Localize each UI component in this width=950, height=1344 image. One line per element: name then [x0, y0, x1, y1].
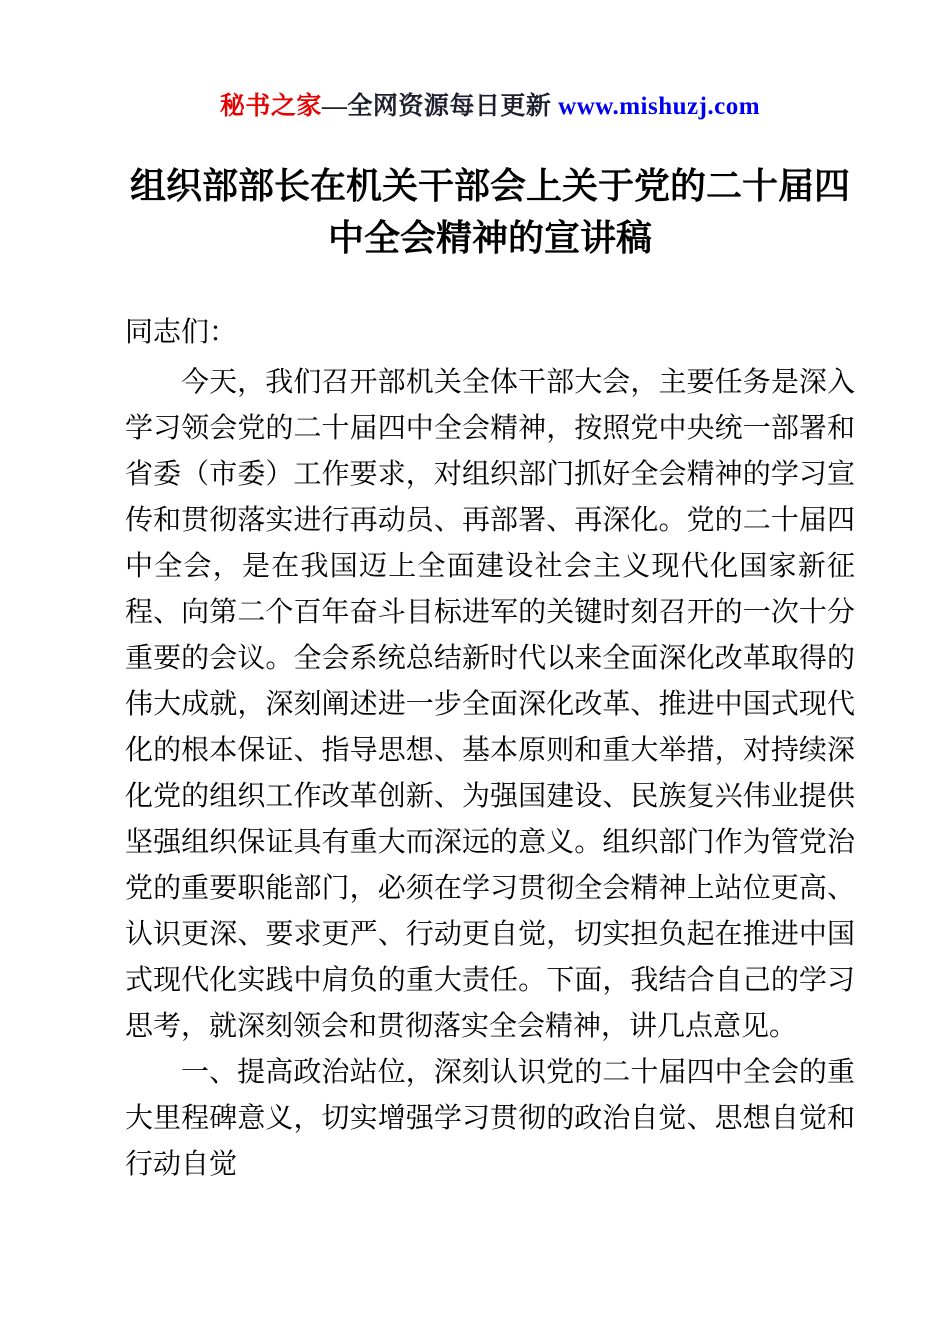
section-heading: 一、提高政治站位，深刻认识党的二十届四中全会的重大里程碑意义，切实增强学习贯彻的政治自觉、思想自觉和行动自觉	[125, 1057, 855, 1181]
document-body	[125, 310, 855, 1188]
site-tagline: —全网资源每日更新	[321, 93, 559, 120]
body-paragraph: 今天，我们召开部机关全体干部大会，主要任务是深入学习领会党的二十届四中全会精神，按照党中央统一部署和省委（市委）工作要求，对组织部门抓好全会精神的学习宣传和贯彻落实进行再动员、再部署、再深化。党的二十届四中全会，是在我国迈上全面建设社会主义现代化国家新征程、向第二个百年奋斗目标进军的关键时刻召开的一次十分重要的会议。全会系统总结新时代以来全面深化改革取得的伟大成就，深刻阐述进一步全面深化改革、推进中国式现代化的根本保证、指导思想、基本原则和重大举措，对持续深化党的组织工作改革创新、为强国建设、民族复兴伟业提供坚强组织保证具有重大而深远的意义。组织部门作为管党治党的重要职能部门，必须在学习贯彻全会精神上站位更高、认识更深、要求更严、行动更自觉，切实担负起在推进中国式现代化实践中肩负的重大责任。下面，我结合自己的学习思考，就深刻领会和贯彻落实全会精神，讲几点意见。	[125, 367, 855, 1043]
site-url-link[interactable]: www.mishuzj.com	[558, 93, 761, 120]
document-title: 组织部部长在机关干部会上关于党的二十届四中全会精神的宣讲稿	[129, 166, 850, 259]
site-header	[125, 86, 855, 122]
site-brand: 秘书之家	[219, 93, 322, 120]
salutation-line: 同志们：	[125, 317, 238, 349]
